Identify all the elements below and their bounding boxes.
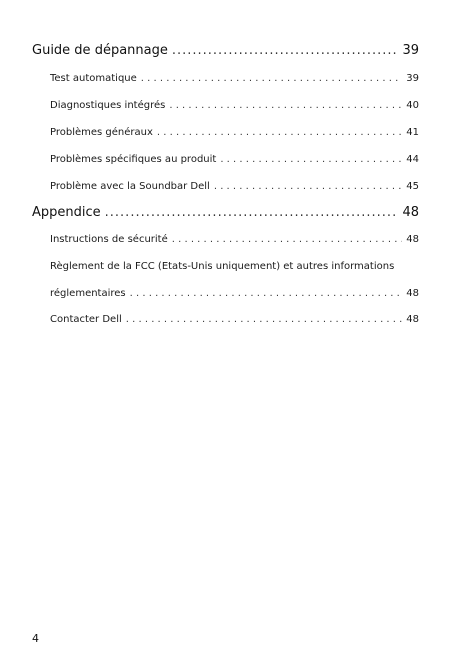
toc-leader-dots bbox=[157, 126, 402, 140]
toc-page-number: 39 bbox=[402, 43, 419, 58]
toc-leader-dots bbox=[126, 313, 403, 327]
toc-item-label: Problèmes généraux bbox=[50, 127, 153, 138]
toc-item-product-specific-problems[interactable] bbox=[32, 153, 419, 167]
toc-leader-dots bbox=[141, 72, 402, 86]
toc-item-built-in-diagnostics[interactable] bbox=[32, 99, 419, 113]
toc-page-number: 48 bbox=[406, 314, 419, 325]
toc-item-fcc-notice-line2[interactable] bbox=[32, 287, 419, 301]
toc-section-appendix[interactable] bbox=[32, 204, 419, 222]
toc-page-number: 45 bbox=[406, 181, 419, 192]
toc-item-fcc-notice-line1[interactable]: Règlement de la FCC (Etats-Unis uniquement) et autres informations bbox=[50, 261, 395, 272]
toc-page-number: 40 bbox=[406, 100, 419, 111]
toc-item-soundbar-problems[interactable] bbox=[32, 180, 419, 194]
toc-item-self-test[interactable] bbox=[32, 72, 419, 86]
toc-leader-dots bbox=[169, 99, 402, 113]
toc-item-label: Contacter Dell bbox=[50, 314, 122, 325]
toc-section-troubleshooting[interactable] bbox=[32, 42, 419, 60]
toc-item-label: Problème avec la Soundbar Dell bbox=[50, 181, 210, 192]
toc-page-number: 41 bbox=[406, 127, 419, 138]
toc-page-number: 39 bbox=[406, 73, 419, 84]
toc-item-general-problems[interactable] bbox=[32, 126, 419, 140]
toc-item-label: Test automatique bbox=[50, 73, 137, 84]
toc-section-title: Appendice bbox=[32, 205, 101, 220]
toc-item-label: Problèmes spécifiques au produit bbox=[50, 154, 217, 165]
toc-page-number: 44 bbox=[406, 154, 419, 165]
toc-item-label: Diagnostiques intégrés bbox=[50, 100, 166, 111]
toc-page-number: 48 bbox=[406, 234, 419, 245]
toc-section-title: Guide de dépannage bbox=[32, 43, 168, 58]
toc-item-label: réglementaires bbox=[50, 288, 126, 299]
toc-leader-dots bbox=[105, 204, 399, 222]
toc-leader-dots bbox=[214, 180, 402, 194]
toc-page-number: 48 bbox=[402, 205, 419, 220]
toc-leader-dots bbox=[220, 153, 402, 167]
toc-page-number: 48 bbox=[406, 288, 419, 299]
toc-leader-dots bbox=[130, 287, 403, 301]
toc-leader-dots bbox=[172, 233, 403, 247]
toc-leader-dots bbox=[172, 42, 399, 60]
toc-item-label: Instructions de sécurité bbox=[50, 234, 168, 245]
toc-item-safety-instructions[interactable] bbox=[32, 233, 419, 247]
toc-item-contact-dell[interactable] bbox=[32, 313, 419, 327]
page-footer-number: 4 bbox=[32, 632, 39, 645]
